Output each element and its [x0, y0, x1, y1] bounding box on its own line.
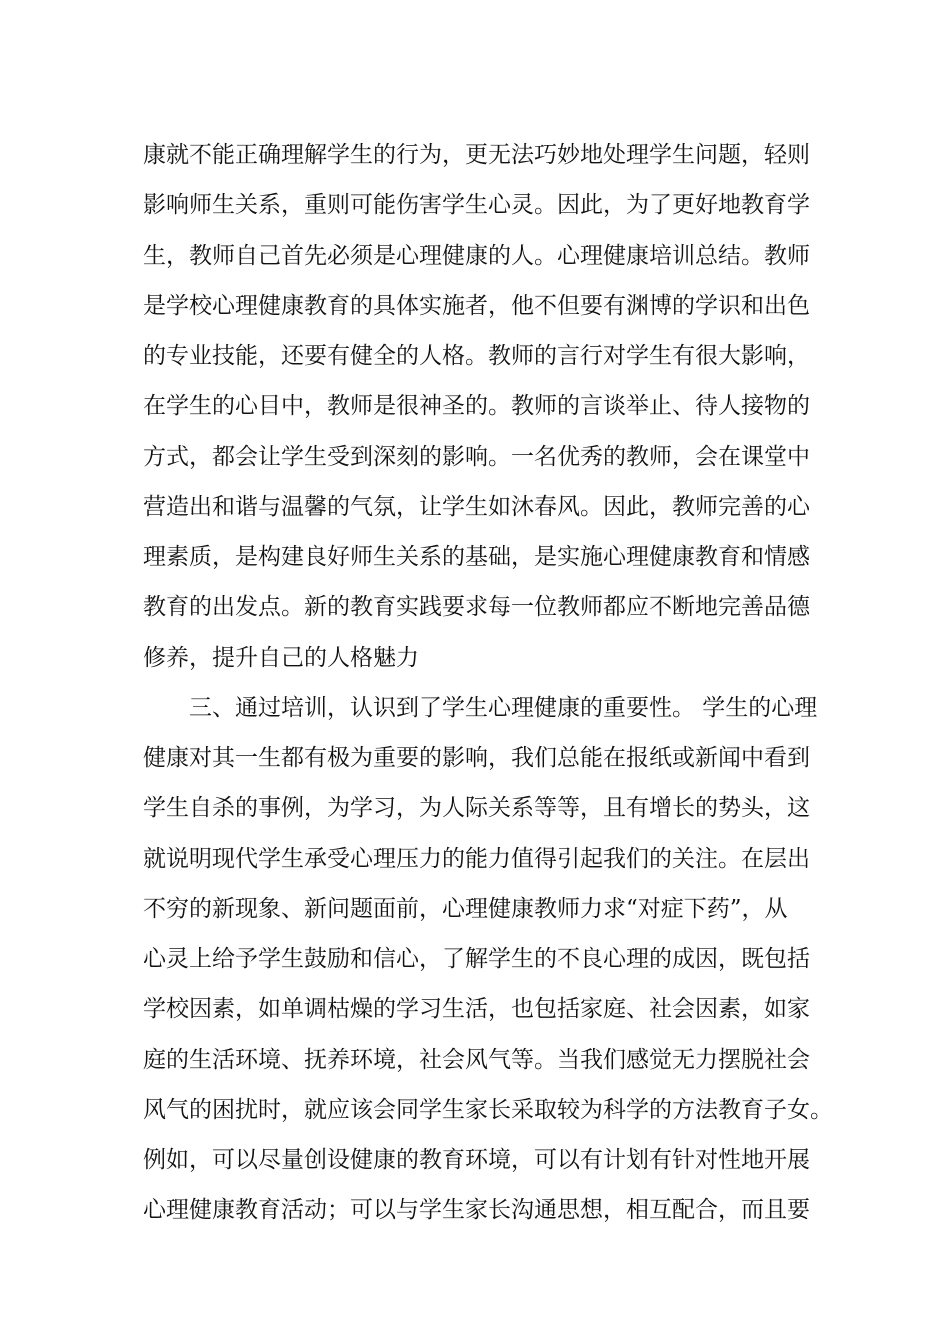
text-line: 就说明现代学生承受心理压力的能力值得引起我们的关注。在层出 — [143, 845, 810, 872]
text-line: 理素质，是构建良好师生关系的基础，是实施心理健康教育和情感 — [143, 544, 810, 570]
text-line: 庭的生活环境、抚养环境，社会风气等。当我们感觉无力摆脱社会 — [143, 1046, 810, 1073]
text-line: 心理健康教育活动；可以与学生家长沟通思想，相互配合，而且要 — [143, 1197, 810, 1224]
text-line: 方式，都会让学生受到深刻的影响。一名优秀的教师，会在课堂中 — [143, 443, 810, 470]
paragraph-2 — [143, 683, 843, 1236]
text-line: 在学生的心目中，教师是很神圣的。教师的言谈举止、待人接物的 — [143, 393, 810, 420]
body-text — [143, 130, 843, 1236]
text-line: 学生自杀的事例，为学习，为人际关系等等，且有增长的势头，这 — [143, 795, 810, 822]
text-line: 营造出和谐与温馨的气氛，让学生如沐春风。因此，教师完善的心 — [143, 493, 810, 520]
paragraph-1 — [143, 130, 843, 683]
text-line: 学校因素，如单调枯燥的学习生活，也包括家庭、社会因素，如家 — [143, 996, 810, 1023]
text-line: 例如，可以尽量创设健康的教育环境，可以有计划有针对性地开展 — [143, 1147, 810, 1173]
text-line: 修养，提升自己的人格魅力 — [143, 644, 419, 671]
text-line: 教育的出发点。新的教育实践要求每一位教师都应不断地完善品德 — [143, 594, 810, 621]
text-line: 风气的困扰时，就应该会同学生家长采取较为科学的方法教育子女。 — [143, 1096, 833, 1123]
text-line: 健康对其一生都有极为重要的影响，我们总能在报纸或新闻中看到 — [143, 745, 810, 771]
text-line: 不穷的新现象、新问题面前，心理健康教师力求“对症下药”，从 — [143, 895, 788, 922]
text-line: 康就不能正确理解学生的行为，更无法巧妙地处理学生问题，轻则 — [143, 142, 810, 168]
text-line: 生，教师自己首先必须是心理健康的人。心理健康培训总结。教师 — [143, 242, 810, 269]
text-line: 心灵上给予学生鼓励和信心，了解学生的不良心理的成因，既包括 — [143, 946, 810, 972]
text-line: 影响师生关系，重则可能伤害学生心灵。因此，为了更好地教育学 — [143, 192, 810, 219]
text-line: 是学校心理健康教育的具体实施者，他不但要有渊博的学识和出色 — [143, 292, 810, 319]
text-line: 三、通过培训，认识到了学生心理健康的重要性。 学生的心理 — [189, 694, 818, 721]
text-line: 的专业技能，还要有健全的人格。教师的言行对学生有很大影响， — [143, 343, 810, 369]
